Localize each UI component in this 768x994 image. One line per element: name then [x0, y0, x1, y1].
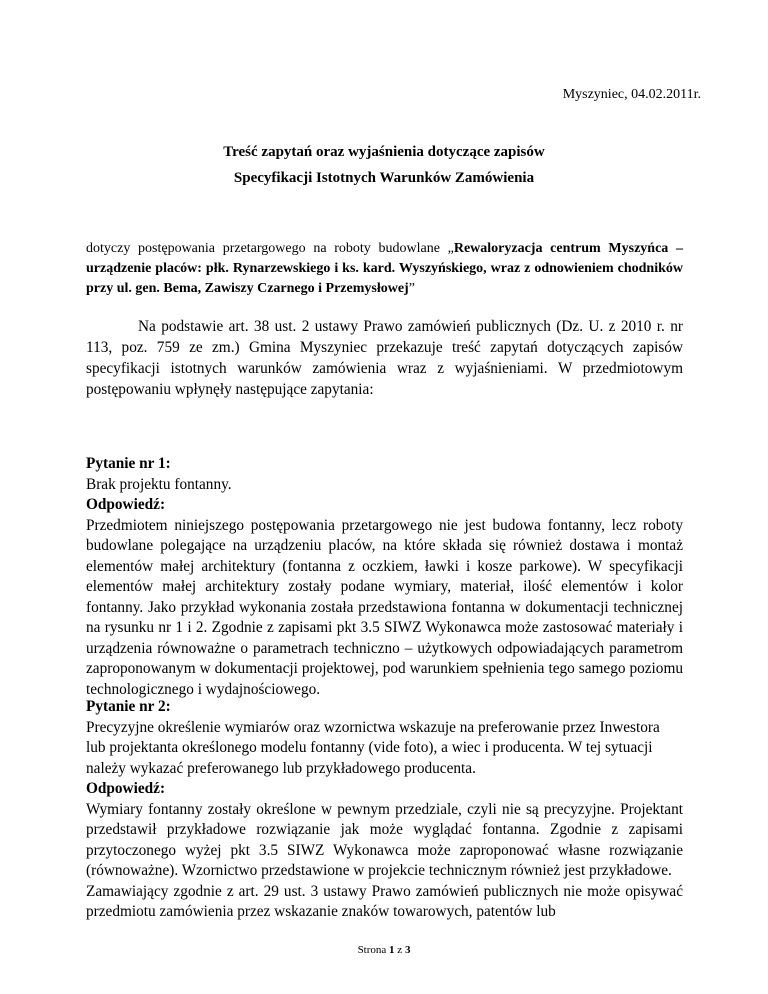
subject-suffix: ”	[408, 281, 415, 296]
question-1-section	[86, 454, 683, 700]
place-date: Myszyniec, 04.02.2011r.	[562, 87, 701, 102]
question-2-section	[86, 697, 683, 923]
answer-2-text: Wymiary fontanny zostały określone w pewnym przedziale, czyli nie są precyzyjne. Projektant przedstawił przykładowe rozwiązanie jak może wyglądać fontanna. Zgodnie z zapisami przytoczonego wyżej pkt 3.5 SIWZ Wykonawca może zaproponować własne rozwiązanie (równoważne). Wzornictwo przedstawione w projekcie technicznym również jest przykładowe.	[86, 800, 683, 879]
subject-prefix: dotyczy postępowania przetargowego na roboty budowlane „	[86, 241, 454, 256]
answer-2-text-continued: Zamawiający zgodnie z art. 29 ust. 3 ustawy Prawo zamówień publicznych nie może opisywać przedmiotu zamówienia przez wskazanie znaków towarowych, patentów lub	[86, 882, 683, 920]
answer-1-text: Przedmiotem niniejszego postępowania przetargowego nie jest budowa fontanny, lecz roboty budowlane polegające na urządzeniu placów, na które składa się również dostawa i montaż elementów małej architektury (fontanna z oczkiem, ławki i kosze parkowe). W specyfikacji elementów małej architektury zostały podane wymiary, materiał, ilość elementów i kolor fontanny. Jako przykład wykonania została przedstawiona fontanna w dokumentacji technicznej na rysunku nr 1 i 2. Zgodnie z zapisami pkt 3.5 SIWZ Wykonawca może zastosować materiały i urządzenia równoważne o parametrach techniczno – użytkowych odpowiadających parametrom zaproponowanym w dokumentacji projektowej, pod warunkiem spełnienia tego samego poziomu technologicznego i wydajnościowego.	[86, 516, 683, 698]
question-1-heading: Pytanie nr 1:	[86, 455, 171, 472]
question-2-line: należy wykazać preferowanego lub przykładowego producenta.	[86, 759, 476, 777]
footer-separator: z	[397, 944, 403, 956]
document-title-line-1: Treść zapytań oraz wyjaśnienia dotyczące zapisów	[223, 144, 545, 160]
question-2-line: lub projektanta określonego modelu fontanny (vide foto), a wiec i producenta. W tej sytuacji	[86, 739, 653, 756]
subject-title: Rewaloryzacja centrum Myszyńca – urządzenie placów: płk. Rynarzewskiego i ks. kard. Wyszyńskiego, wraz z odnowieniem chodników przy ul. gen. Bema, Zawiszy Czarnego i Przemysłowej	[86, 241, 683, 296]
answer-1-heading: Odpowiedź:	[86, 496, 166, 513]
footer-page-number: 1	[389, 944, 395, 956]
intro-paragraph: Na podstawie art. 38 ust. 2 ustawy Prawo zamówień publicznych (Dz. U. z 2010 r. nr 113, poz. 759 ze zm.) Gmina Myszyniec przekazuje treść zapytań dotyczących zapisów specyfikacji istotnych warunków zamówienia wraz z wyjaśnieniami. W przedmiotowym postępowaniu wpłynęły następujące zapytania:	[86, 318, 683, 398]
footer-page-total: 3	[404, 944, 411, 956]
subject-paragraph	[86, 239, 683, 299]
question-1-text: Brak projektu fontanny.	[86, 475, 232, 493]
answer-2-heading: Odpowiedź:	[86, 780, 166, 797]
page-footer	[0, 944, 768, 956]
question-2-line: Precyzyjne określenie wymiarów oraz wzornictwa wskazuje na preferowanie przez Inwestora	[86, 718, 660, 736]
question-2-heading: Pytanie nr 2:	[86, 698, 171, 715]
document-title-line-2: Specyfikacji Istotnych Warunków Zamówienia	[233, 170, 535, 186]
footer-label: Strona	[357, 944, 387, 956]
